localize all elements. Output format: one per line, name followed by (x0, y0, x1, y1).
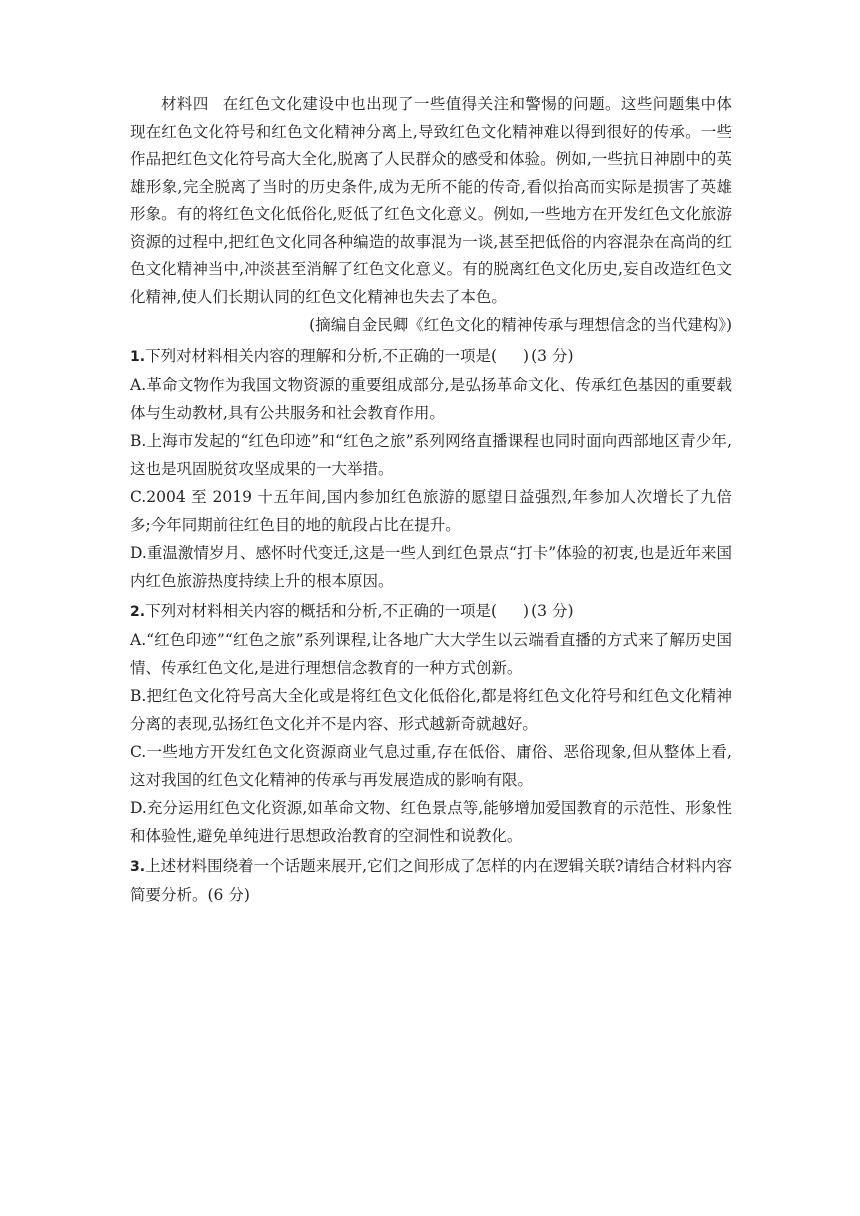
option-c: C.一些地方开发红色文化资源商业气息过重,存在低俗、庸俗、恶俗现象,但从整体上看,这对我国的红色文化精神的传承与再发展造成的影响有限。 (130, 742, 732, 789)
question-stem-end: ) (523, 346, 530, 365)
question-score: (3 分) (531, 346, 574, 365)
material-label: 材料四 (161, 95, 209, 113)
material-body: 在红色文化建设中也出现了一些值得关注和警惕的问题。这些问题集中体现在红色文化符号和红色文化精神分离上,导致红色文化精神难以得到很好的传承。一些作品把红色文化符号高大全化,脱离了人民群众的感受和体验。例如,一些抗日神剧中的英雄形象,完全脱离了当时的历史条件,成为无所不能的传奇,看似抬高而实际是损害了英雄形象。有的将红色文化低俗化,贬低了红色文化意义。例如,一些地方在开发红色文化旅游资源的过程中,把红色文化同各种编造的故事混为一谈,甚至把低俗的内容混杂在高尚的红色文化精神当中,冲淡甚至消解了红色文化意义。有的脱离红色文化历史,妄自改造红色文化精神,使人们长期认同的红色文化精神也失去了本色。 (130, 95, 732, 306)
option-b: B.上海市发起的“红色印迹”和“红色之旅”系列网络直播课程也同时面向西部地区青少年,这也是巩固脱贫攻坚成果的一大举措。 (130, 431, 732, 478)
question-stem (130, 597, 732, 626)
question-3 (130, 852, 732, 909)
question-text: 下列对材料相关内容的概括和分析,不正确的一项是( (145, 601, 498, 620)
option-a: A.“红色印迹”“红色之旅”系列课程,让各地广大大学生以云端看直播的方式来了解历史国情、传承红色文化,是进行理想信念教育的一种方式创新。 (130, 630, 732, 677)
option-d: D.重温激情岁月、感怀时代变迁,这是一些人到红色景点“打卡”体验的初衷,也是近年来国内红色旅游热度持续上升的根本原因。 (130, 543, 732, 590)
question-1 (130, 342, 732, 595)
question-number: 3. (130, 858, 146, 875)
document-page (130, 91, 732, 909)
question-stem (130, 852, 732, 909)
question-text: 上述材料围绕着一个话题来展开,它们之间形成了怎样的内在逻辑关联?请结合材料内容简要分析。(6 分) (130, 856, 732, 904)
option-a: A.革命文物作为我国文物资源的重要组成部分,是弘扬革命文化、传承红色基因的重要载体与生动教材,具有公共服务和社会教育作用。 (130, 375, 732, 422)
option-c: C.2004 至 2019 十五年间,国内参加红色旅游的愿望日益强烈,年参加人次增长了九倍多;今年同期前往红色目的地的航段占比在提升。 (130, 487, 732, 534)
question-text: 下列对材料相关内容的理解和分析,不正确的一项是( (145, 346, 498, 365)
question-score: (3 分) (531, 601, 574, 620)
option-d: D.充分运用红色文化资源,如革命文物、红色景点等,能够增加爱国教育的示范性、形象性和体验性,避免单纯进行思想政治教育的空洞性和说教化。 (130, 798, 732, 845)
material-source: (摘编自金民卿《红色文化的精神传承与理想信念的当代建构》) (309, 316, 732, 334)
material-four-paragraph (130, 91, 732, 311)
question-2 (130, 597, 732, 850)
question-number: 1. (130, 348, 146, 365)
question-number: 2. (130, 603, 146, 620)
question-stem-end: ) (523, 601, 530, 620)
question-stem (130, 342, 732, 371)
option-b: B.把红色文化符号高大全化或是将红色文化低俗化,都是将红色文化符号和红色文化精神分离的表现,弘扬红色文化并不是内容、形式越新奇就越好。 (130, 686, 732, 733)
